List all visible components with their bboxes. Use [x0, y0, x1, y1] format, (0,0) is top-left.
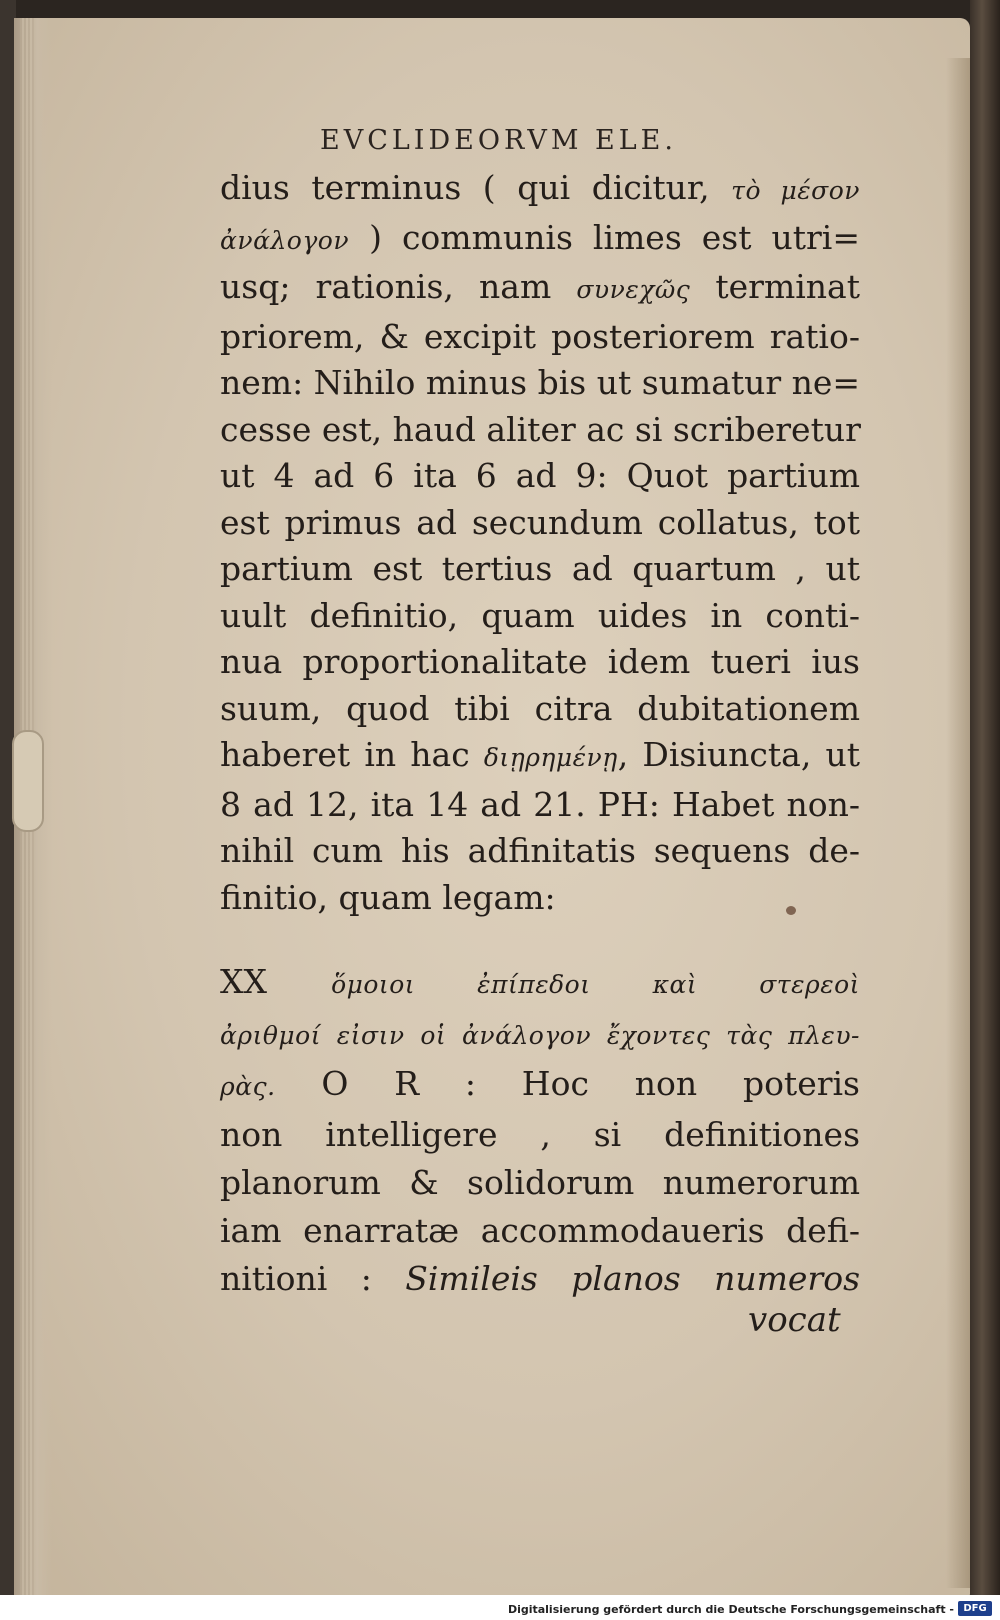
- definition-text-line: [220, 1111, 860, 1159]
- text-run: priorem, & excipit posteriorem ratio-: [220, 316, 860, 356]
- greek-phrase: συνεχῶς: [576, 275, 691, 304]
- body-text-line: [220, 500, 860, 547]
- text-run: nua proportionalitate idem tueri ius: [220, 642, 860, 681]
- definition-text-line: [220, 1060, 860, 1111]
- text-run: , Disiuncta, ut: [617, 735, 860, 774]
- text-run: suum, quod tibi citra dubitationem: [220, 688, 860, 728]
- body-text-line: [220, 593, 860, 640]
- text-run: uult definitio, quam uides in conti-: [220, 595, 860, 635]
- page-edge-stain: [946, 58, 970, 1588]
- body-text-line: [220, 875, 860, 922]
- dfg-logo: DFG: [958, 1601, 992, 1616]
- text-run: XX: [220, 962, 332, 1001]
- text-run: ut 4 ad 6 ita 6 ad 9: Quot partium: [220, 456, 860, 495]
- body-text-line: [220, 360, 860, 407]
- body-text-line: [220, 314, 860, 361]
- greek-phrase: ἀνάλογον: [220, 225, 350, 255]
- body-text-line: [220, 686, 860, 733]
- text-run: iam enarratæ accommodaueris defi-: [220, 1211, 860, 1250]
- greek-phrase: τὸ μέσον: [731, 176, 860, 205]
- text-run: nitioni :: [220, 1259, 406, 1298]
- definition-xx-block: [220, 958, 860, 1303]
- text-run: dius terminus ( qui dicitur,: [220, 168, 732, 207]
- running-head: EVCLIDEORVM ELE.: [320, 125, 677, 156]
- text-run: haberet in hac: [220, 735, 484, 774]
- text-run: 8 ad 12, ita 14 ad 21. PH: Habet non-: [220, 784, 860, 824]
- main-text-block: [220, 165, 860, 921]
- text-run: nihil cum his adfinitatis sequens de-: [220, 831, 860, 870]
- body-text-line: [220, 264, 860, 314]
- definition-text-line: [220, 1255, 860, 1303]
- text-run: O R : Hoc non poteris: [275, 1064, 860, 1103]
- text-run: est primus ad secundum collatus, tot: [220, 502, 860, 542]
- definition-text-line: [220, 1009, 860, 1060]
- text-run: non intelligere , si definitiones: [220, 1115, 860, 1154]
- italic-phrase: Simileis planos numeros: [405, 1259, 860, 1298]
- funding-credit: Digitalisierung gefördert durch die Deutsche Forschungsgemeinschaft -: [507, 1603, 954, 1616]
- body-text-line: [220, 732, 860, 782]
- body-text-line: [220, 165, 860, 215]
- body-text-line: [220, 639, 860, 686]
- text-run: nem: Nihilo minus bis ut sumatur ne=: [220, 363, 861, 402]
- text-run: finitio, quam legam:: [220, 877, 556, 917]
- greek-phrase: διῃρημένῃ: [483, 743, 618, 772]
- body-text-line: [220, 546, 860, 593]
- body-text-line: [220, 453, 860, 500]
- text-run: ) communis limes est utri=: [349, 217, 860, 257]
- text-run: planorum & solidorum numerorum: [220, 1163, 860, 1202]
- body-text-line: [220, 407, 860, 454]
- greek-phrase: ἀριθμοί εἰσιν οἱ ἀνάλογον ἔχοντες τὰς πλευ-: [220, 1021, 860, 1050]
- body-text-line: [220, 828, 860, 875]
- definition-text-line: [220, 1207, 860, 1255]
- book-edge-right: [970, 0, 1000, 1595]
- text-run: cesse est, haud aliter ac si scriberetur: [220, 409, 861, 449]
- text-run: terminat: [690, 267, 860, 306]
- definition-text-line: [220, 958, 860, 1009]
- greek-phrase: ρὰς.: [220, 1072, 276, 1101]
- digitization-footer: [0, 1595, 1000, 1620]
- text-run: partium est tertius ad quartum , ut: [220, 549, 860, 588]
- book-clasp: [12, 730, 44, 832]
- body-text-line: [220, 215, 860, 265]
- text-run: usq; rationis, nam: [220, 267, 577, 306]
- definition-text-line: [220, 1159, 860, 1207]
- body-text-line: [220, 782, 860, 829]
- greek-phrase: ὅμοιοι ἐπίπεδοι καὶ στερεοὶ: [331, 970, 860, 999]
- catchword: vocat: [748, 1300, 841, 1340]
